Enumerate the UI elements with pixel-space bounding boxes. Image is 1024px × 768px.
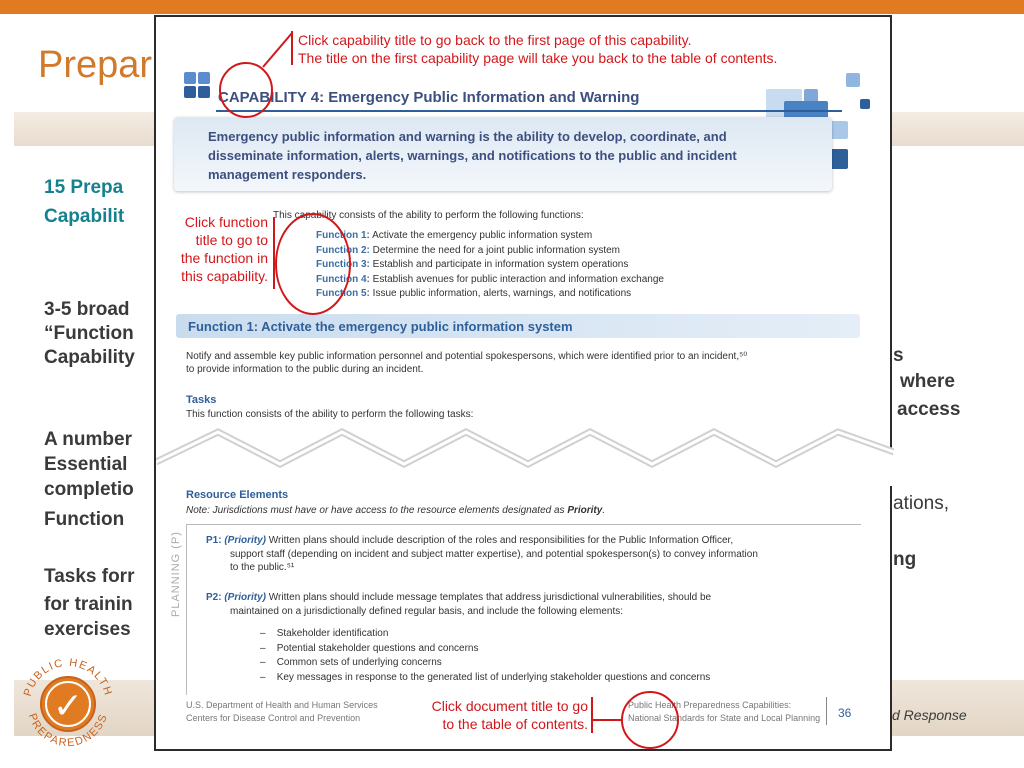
logo-check-icon: ✓ — [52, 686, 84, 727]
right-fragment-ng: ng — [893, 549, 917, 570]
function-link-5[interactable]: Function 5: Issue public information, alerts, warnings, and notifications — [316, 288, 632, 299]
document-title-link[interactable]: Public Health Preparedness Capabilities: National Standards for State and Local Planning — [628, 700, 821, 723]
slide-bullet-1-line-1: 3-5 broad — [44, 299, 130, 320]
right-fragment-ations: ations, — [893, 493, 949, 514]
public-health-preparedness-logo — [16, 652, 120, 756]
tasks-heading: Tasks — [186, 394, 217, 406]
document-footer-left: U.S. Department of Health and Human Services Centers for Disease Control and Prevention — [186, 700, 378, 723]
slide-bullet-1-line-3: Capability — [44, 347, 135, 368]
function-1-title[interactable]: Function 1: Activate the emergency public information system — [188, 319, 573, 334]
capability-title-link[interactable]: CAPABILITY 4: Emergency Public Information and Warning — [218, 89, 640, 106]
slide-bullet-3-line-3: exercises — [44, 619, 131, 640]
list-item: – Potential stakeholder questions and concerns — [260, 642, 479, 654]
functions-intro: This capability consists of the ability to perform the following functions: — [273, 210, 584, 221]
function-1-desc-line-1: Notify and assemble key public information personnel and potential spokespersons, which were identified prior to an incident,⁵⁰ — [186, 351, 748, 362]
annotation-circle — [276, 214, 350, 314]
annotation-callouts — [156, 17, 894, 753]
function-link-3[interactable]: Function 3: Establish and participate in information system operations — [316, 259, 629, 270]
annotation-circle — [622, 692, 678, 748]
p1-item: P1: (Priority) Written plans should include description of the roles and responsibilities for the Public Information Officer, support staff (depending on incident and subject matter expertise), and potential spokesperson(s) to convey information to the public.⁵¹ — [206, 535, 758, 573]
slide-footer-text: d Response — [892, 707, 967, 723]
list-item: – Stakeholder identification — [260, 628, 389, 639]
slide-bullet-2-line-3: completio — [44, 479, 134, 500]
slide-bullet-3-line-2: for trainin — [44, 594, 133, 615]
logo-bottom-text: PREPAREDNESS — [25, 711, 111, 750]
top-accent-bar — [0, 0, 1024, 14]
p2-item: P2: (Priority) Written plans should include message templates that address jurisdictional vulnerabilities, should be maintained on a jurisdictionally defined regular basis, and include the following elements: — [206, 592, 712, 617]
annotation-circle — [220, 63, 272, 117]
slide-heading-line-1: 15 Prepa — [44, 177, 124, 198]
function-1-desc-line-2: to provide information to the public during an incident. — [186, 364, 424, 375]
slide-bullet-2-line-2: Essential — [44, 454, 128, 475]
right-fragment-where: where — [900, 371, 955, 392]
right-fragment-access: access — [897, 399, 961, 420]
document-title-annotation: Click document title to go to the table of contents. — [431, 698, 588, 732]
list-item: – Key messages in response to the generated list of underlying stakeholder questions and concerns — [260, 671, 711, 683]
function-link-1[interactable]: Function 1: Activate the emergency public information system — [316, 230, 593, 241]
capability-definition: Emergency public information and warning is the ability to develop, coordinate, and disseminate information, alerts, warnings, and notifications to the public and incident management responders. — [208, 129, 737, 182]
function-title-annotation: Click function title to go to the function in this capability. — [180, 214, 268, 284]
resource-elements-heading: Resource Elements — [186, 489, 289, 501]
slide-bullet-2-line-4: Function — [44, 509, 125, 530]
capability-title-annotation: Click capability title to go back to the first page of this capability. The title on the first capability page will take you back to the table of contents. — [298, 32, 778, 66]
resource-note: Note: Jurisdictions must have or have access to the resource elements designated as Priority. — [186, 505, 606, 516]
right-fragment-s: s — [893, 345, 904, 366]
slide-bullet-1-line-2: “Function — [44, 323, 134, 344]
slide-heading-line-2: Capabilit — [44, 206, 125, 227]
slide-bullet-3-line-1: Tasks forr — [44, 566, 135, 587]
function-link-4[interactable]: Function 4: Establish avenues for public interaction and information exchange — [316, 273, 664, 285]
document-page-overlay — [154, 15, 892, 751]
page-number: 36 — [838, 706, 852, 720]
planning-label: PLANNING (P) — [170, 531, 182, 617]
function-link-2[interactable]: Function 2: Determine the need for a joint public information system — [316, 244, 621, 256]
logo-top-text: PUBLIC HEALTH — [21, 656, 115, 698]
list-item: – Common sets of underlying concerns — [260, 657, 442, 668]
slide-bullet-2-line-1: A number — [44, 429, 132, 450]
annotation-line — [263, 33, 292, 67]
tasks-intro: This function consists of the ability to perform the following tasks: — [186, 409, 474, 420]
slide-title: Prepar — [38, 44, 153, 86]
